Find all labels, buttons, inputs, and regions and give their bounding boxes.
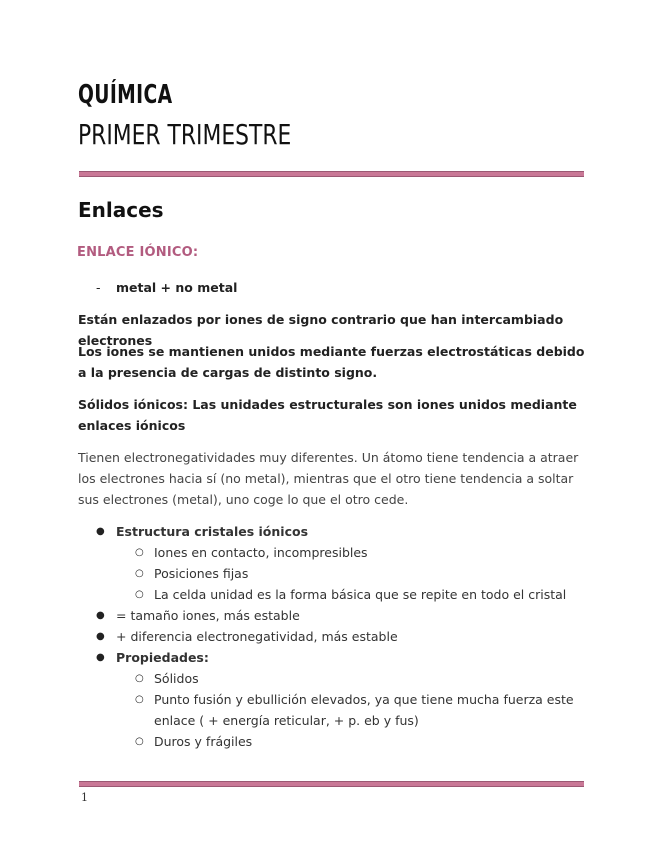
page-number: 1 <box>81 791 88 804</box>
list-subitem: Punto fusión y ebullición elevados, ya que tiene mucha fuerza este <box>154 692 574 707</box>
footer-divider <box>79 781 584 787</box>
list-subitem: La celda unidad es la forma básica que se repite en todo el cristal <box>154 587 567 602</box>
list-item: = tamaño iones, más estable <box>116 608 300 623</box>
bullet-circle-icon: ○ <box>135 589 144 600</box>
bullet-circle-icon: ○ <box>135 673 144 684</box>
list-subitem: Sólidos <box>154 671 199 686</box>
bullet-dot-icon: ● <box>96 526 105 537</box>
title-subject: QUÍMICA <box>78 80 173 110</box>
list-subitem: Duros y frágiles <box>154 734 253 749</box>
paragraph-4: Tienen electronegatividades muy diferentes. Un átomo tiene tendencia a atraer los electrones hacia sí (no metal), mientras que el otro tiene tendencia a soltar sus electrones (metal), uno coge lo que el otro cede. <box>78 450 579 507</box>
section-subheading: ENLACE IÓNICO: <box>77 245 199 260</box>
title-term: PRIMER TRIMESTRE <box>78 118 292 151</box>
paragraph-3: Sólidos iónicos: Las unidades estructurales son iones unidos mediante enlaces iónicos <box>78 397 577 433</box>
list-item: Estructura cristales iónicos <box>116 524 309 539</box>
list-item: Propiedades: <box>116 650 209 665</box>
list-subitem-continuation: enlace ( + energía reticular, + p. eb y fus) <box>154 713 419 728</box>
dash-bullet: - <box>96 280 101 295</box>
bullet-dot-icon: ● <box>96 610 105 621</box>
list-item: + diferencia electronegatividad, más estable <box>116 629 398 644</box>
list-subitem: Iones en contacto, incompresibles <box>154 545 368 560</box>
dash-item-text: metal + no metal <box>116 280 238 295</box>
section-heading: Enlaces <box>78 198 164 222</box>
paragraph-2: Los iones se mantienen unidos mediante fuerzas electrostáticas debido a la presencia de cargas de distinto signo. <box>78 344 585 380</box>
bullet-dot-icon: ● <box>96 652 105 663</box>
paragraph-1: Están enlazados por iones de signo contrario que han intercambiado electrones <box>78 312 564 348</box>
header-divider <box>79 171 584 177</box>
bullet-circle-icon: ○ <box>135 568 144 579</box>
bullet-circle-icon: ○ <box>135 547 144 558</box>
bullet-circle-icon: ○ <box>135 736 144 747</box>
bullet-circle-icon: ○ <box>135 694 144 705</box>
list-subitem: Posiciones fijas <box>154 566 249 581</box>
bullet-dot-icon: ● <box>96 631 105 642</box>
